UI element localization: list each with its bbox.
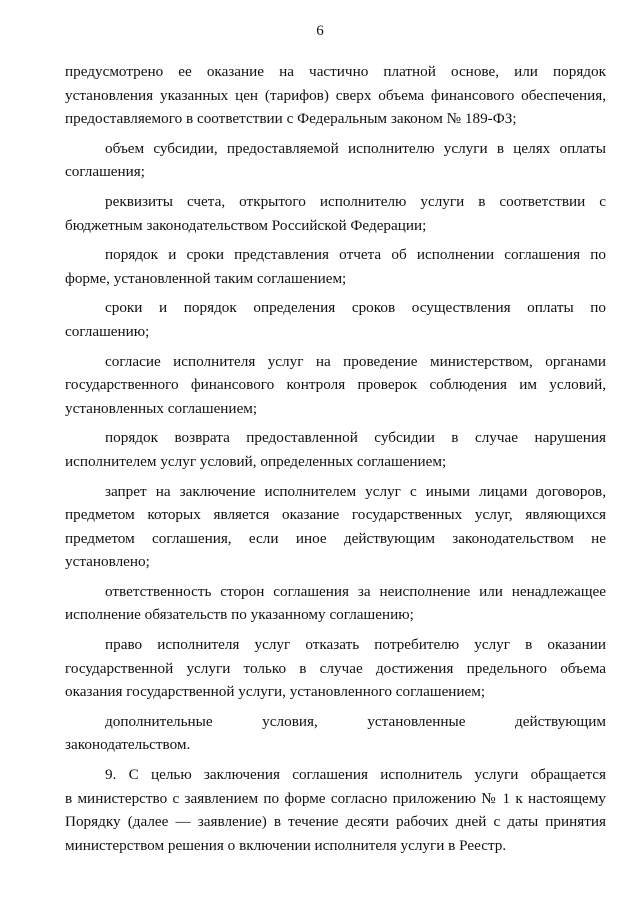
document-body: [65, 60, 606, 863]
text-line: реквизиты счета, открытого исполнителю услуги в соответствии с: [105, 192, 606, 210]
text-line: предметом соглашения, если иное действующим законодательством не: [65, 529, 606, 547]
text-line: предоставляемого в соответствии с Федеральным законом № 189-ФЗ;: [65, 110, 517, 128]
text-line: в министерство с заявлением по форме согласно приложению № 1 к настоящему: [65, 789, 606, 807]
text-line: установления указанных цен (тарифов) сверх объема финансового обеспечения,: [65, 86, 606, 104]
text-line: исполнение обязательств по указанному соглашению;: [65, 606, 414, 624]
text-line: 9. С целью заключения соглашения исполнитель услуги обращается: [105, 766, 606, 784]
paragraph: [65, 296, 606, 343]
text-line: министерством решения о включении исполнителя услуги в Реестр.: [65, 836, 507, 854]
text-line: ответственность сторон соглашения за неисполнение или ненадлежащее: [105, 582, 606, 600]
text-line: предусмотрено ее оказание на частично платной основе, или порядок: [65, 63, 606, 80]
text-line: установлено;: [65, 553, 150, 571]
paragraph: [65, 633, 606, 704]
page-number: 6: [316, 23, 324, 39]
text-line: запрет на заключение исполнителем услуг с иными лицами договоров,: [105, 482, 606, 500]
paragraph: [65, 243, 606, 290]
paragraph: [65, 710, 606, 757]
paragraph: [65, 350, 606, 421]
text-line: установленных соглашением;: [65, 399, 258, 417]
text-line: предметом которых является оказание государственных услуг, являющихся: [65, 506, 606, 524]
text-line: право исполнителя услуг отказать потребителю услуг в оказании: [105, 636, 606, 654]
text-line: форме, установленной таким соглашением;: [65, 269, 347, 287]
text-line: законодательством.: [65, 736, 191, 754]
paragraph: [65, 763, 606, 857]
paragraph: [65, 137, 606, 184]
text-line: государственного финансового контроля проверок соблюдения им условий,: [65, 376, 606, 394]
text-line: порядок и сроки представления отчета об исполнении соглашения по: [105, 246, 606, 264]
text-line: Порядку (далее — заявление) в течение десяти рабочих дней с даты принятия: [65, 813, 606, 831]
text-line: объем субсидии, предоставляемой исполнителю услуги в целях оплаты: [105, 139, 606, 157]
paragraph: [65, 190, 606, 237]
text-line: дополнительные условия, установленные действующим: [105, 712, 606, 730]
text-line: исполнителем услуг условий, определенных соглашением;: [65, 452, 447, 470]
text-line: оказания государственной услуги, установленного соглашением;: [65, 683, 486, 701]
text-line: соглашению;: [65, 322, 150, 340]
text-line: порядок возврата предоставленной субсидии в случае нарушения: [105, 429, 606, 447]
text-line: бюджетным законодательством Российской Федерации;: [65, 216, 427, 234]
paragraph: [65, 60, 606, 131]
paragraph: [65, 426, 606, 473]
text-line: государственной услуги только в случае достижения предельного объема: [65, 659, 606, 677]
paragraph: [65, 580, 606, 627]
text-line: сроки и порядок определения сроков осуществления оплаты по: [105, 299, 606, 317]
text-line: согласие исполнителя услуг на проведение министерством, органами: [105, 352, 606, 370]
text-line: соглашения;: [65, 163, 146, 181]
paragraph: [65, 480, 606, 574]
